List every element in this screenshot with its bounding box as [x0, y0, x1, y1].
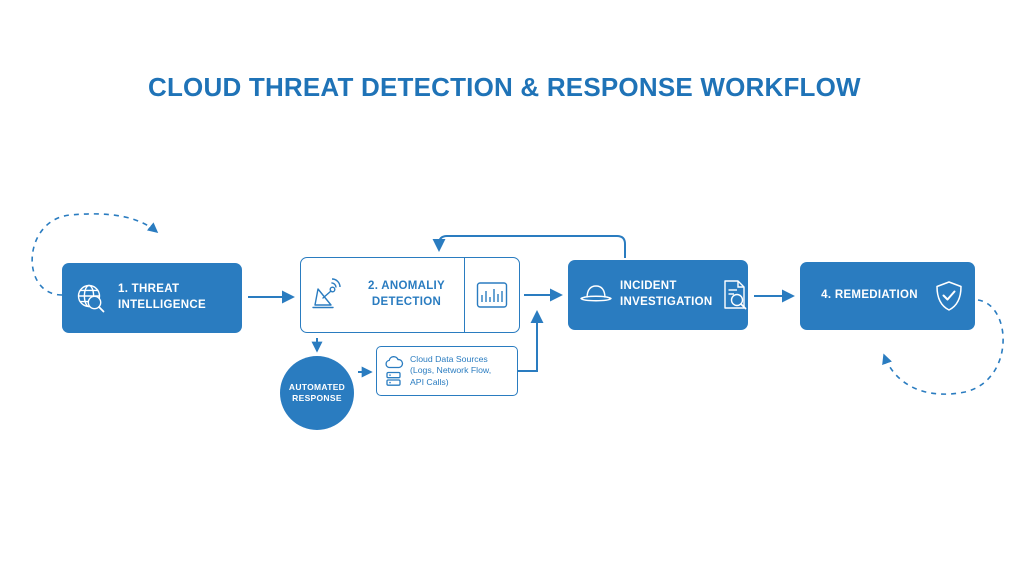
page-title: CLOUD THREAT DETECTION & RESPONSE WORKFLOW [148, 72, 861, 102]
label-line-2: INTELLIGENCE [118, 299, 206, 311]
cloud-server-icon-group [384, 356, 404, 387]
shield-check-icon [933, 279, 965, 313]
node-automated-response[interactable] [280, 356, 354, 430]
ds-line-1: Cloud Data Sources [410, 353, 488, 364]
ds-line-2: (Logs, Network Flow, [410, 365, 492, 376]
document-search-icon [719, 278, 751, 312]
label-line-1: AUTOMATED [288, 381, 346, 392]
node-incident-investigation-label [620, 279, 713, 310]
cloud-data-sources-text [410, 354, 491, 388]
label-line-1: 2. ANOMALIY [368, 280, 445, 293]
ds-line-3: API Calls) [410, 376, 449, 387]
satellite-dish-icon [311, 278, 349, 312]
node-automated-response-label [283, 382, 351, 404]
node-incident-investigation[interactable] [568, 260, 748, 330]
label-line-2: RESPONSE [292, 393, 342, 403]
cloud-icon [384, 356, 404, 370]
detective-hat-icon [578, 280, 614, 310]
bar-chart-icon [464, 258, 511, 332]
node-anomaly-detection[interactable] [300, 257, 520, 333]
node-remediation[interactable] [800, 262, 975, 330]
server-icon [384, 371, 404, 387]
label-line-2: INVESTIGATION [620, 296, 713, 308]
label-line-1: INCIDENT [620, 280, 677, 293]
card-cloud-data-sources[interactable] [376, 346, 518, 396]
node-threat-intelligence-label [118, 282, 206, 313]
node-remediation-label: 4. REMEDIATION [821, 289, 918, 302]
node-anomaly-detection-label [368, 279, 445, 310]
globe-search-icon [74, 281, 108, 315]
label-line-1: 1. THREAT [118, 283, 180, 296]
label-line-2: DETECTION [371, 296, 442, 308]
node-threat-intelligence[interactable] [62, 263, 242, 333]
